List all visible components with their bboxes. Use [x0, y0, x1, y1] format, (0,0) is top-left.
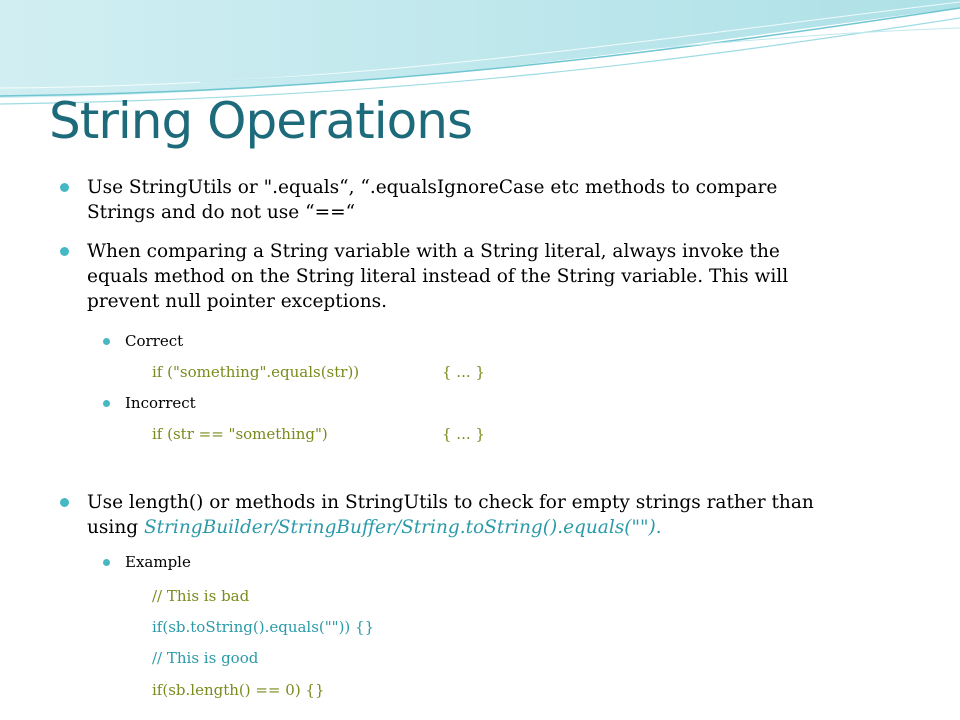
bullet-empty-strings — [87, 490, 814, 540]
bullet-text-line: Strings and do not use “==“ — [87, 202, 356, 223]
bullet-text-line: Use StringUtils or ".equals“, “.equalsIgnoreCase etc methods to compare — [87, 177, 778, 198]
sub-bullet-correct — [125, 331, 183, 351]
code-text: if (str == "something") — [152, 425, 328, 443]
bullet-dot-icon — [60, 247, 69, 256]
sub-bullet-label: Incorrect — [125, 394, 196, 412]
bullet-dot-icon — [103, 559, 110, 566]
bullet-text-line: When comparing a String variable with a String literal, always invoke the — [87, 241, 780, 262]
sub-bullet-label: Correct — [125, 332, 184, 350]
bullet-dot-icon — [60, 183, 69, 192]
code-text: if ("something".equals(str)) — [152, 363, 360, 381]
code-comment-bad: // This is bad — [152, 587, 250, 605]
code-braces: { ... } — [442, 363, 485, 381]
slide-title: String Operations — [49, 92, 472, 150]
bullet-text-line: prevent null pointer exceptions. — [87, 291, 388, 312]
code-line-bad: if(sb.toString().equals("")) {} — [152, 618, 375, 636]
bullet-text-prefix: using — [87, 517, 144, 538]
bullet-text-line: equals method on the String literal instead of the String variable. This will — [87, 266, 789, 287]
bullet-text-line: Use length() or methods in StringUtils to check for empty strings rather than — [87, 492, 814, 513]
code-braces: { ... } — [442, 425, 485, 443]
code-line-good: if(sb.length() == 0) {} — [152, 681, 325, 699]
code-line-incorrect — [152, 424, 485, 444]
code-line-correct — [152, 362, 485, 382]
sub-bullet-incorrect — [125, 393, 196, 413]
sub-bullet-example — [125, 552, 191, 572]
bullet-dot-icon — [103, 400, 110, 407]
sub-bullet-label: Example — [125, 553, 191, 571]
bullet-compare-strings — [87, 175, 777, 225]
bullet-literal-equals — [87, 239, 788, 314]
inline-code: StringBuilder/StringBuffer/String.toString().equals(""). — [143, 517, 662, 538]
bullet-dot-icon — [103, 338, 110, 345]
code-comment-good: // This is good — [152, 649, 259, 667]
bullet-dot-icon — [60, 498, 69, 507]
